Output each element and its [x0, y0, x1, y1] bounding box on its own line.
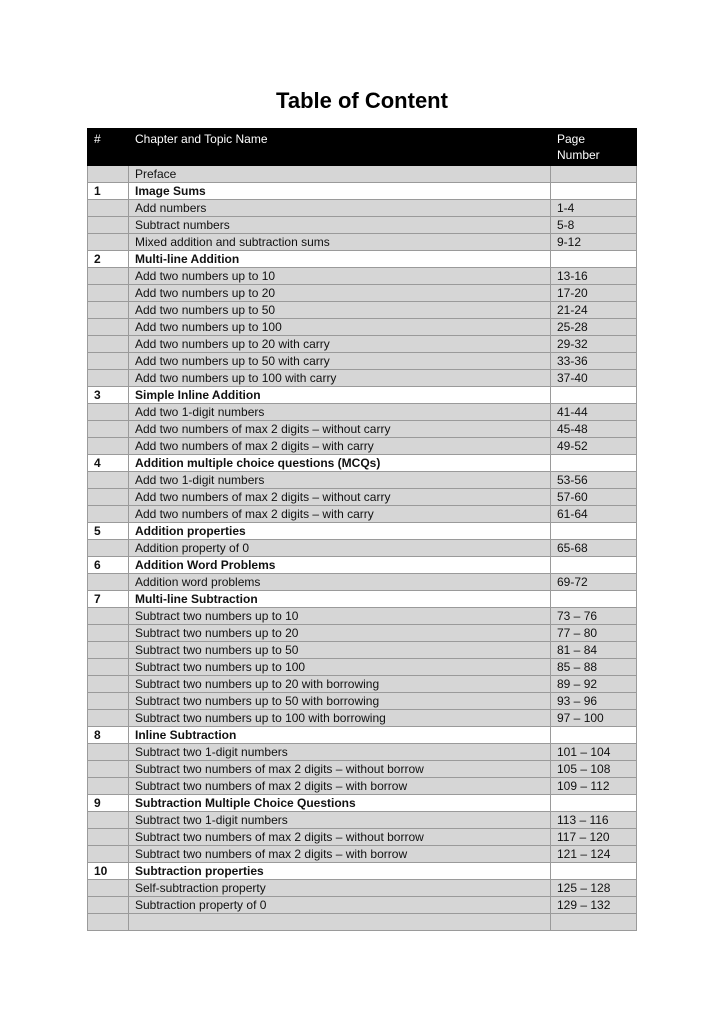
chapter-row: [88, 591, 637, 608]
page-number-cell: 109 – 112: [551, 778, 637, 795]
row-number-cell: [88, 285, 129, 302]
page-number-cell: 13-16: [551, 268, 637, 285]
row-number-cell: [88, 846, 129, 863]
chapter-title-cell: Addition properties: [129, 523, 551, 540]
page-number-cell: 129 – 132: [551, 897, 637, 914]
page-number-cell: [551, 591, 637, 608]
page-title: Table of Content: [276, 88, 448, 113]
topic-name-cell: Subtract two numbers up to 10: [129, 608, 551, 625]
table-row: [88, 897, 637, 914]
page-number-cell: 117 – 120: [551, 829, 637, 846]
table-row: [88, 166, 637, 183]
topic-name-cell: Subtract two numbers of max 2 digits – without borrow: [129, 761, 551, 778]
page-number-cell: 89 – 92: [551, 676, 637, 693]
topic-name-cell: Add two numbers up to 20: [129, 285, 551, 302]
table-row: [88, 642, 637, 659]
row-number-cell: [88, 914, 129, 931]
chapter-title-cell: Multi-line Addition: [129, 251, 551, 268]
topic-name-cell: Subtract two numbers up to 20 with borrowing: [129, 676, 551, 693]
table-row: [88, 353, 637, 370]
table-row: [88, 710, 637, 727]
row-number-cell: 4: [88, 455, 129, 472]
topic-name-cell: [129, 914, 551, 931]
row-number-cell: [88, 353, 129, 370]
table-body: [88, 166, 637, 931]
row-number-cell: [88, 897, 129, 914]
page-number-cell: 45-48: [551, 421, 637, 438]
page-number-cell: [551, 914, 637, 931]
row-number-cell: [88, 829, 129, 846]
page-number-cell: 93 – 96: [551, 693, 637, 710]
topic-name-cell: Subtract two numbers up to 50: [129, 642, 551, 659]
header-page-number: Page Number: [551, 129, 637, 166]
topic-name-cell: Subtract two 1-digit numbers: [129, 812, 551, 829]
row-number-cell: 9: [88, 795, 129, 812]
table-row: [88, 744, 637, 761]
page-number-cell: 77 – 80: [551, 625, 637, 642]
table-row: [88, 421, 637, 438]
topic-name-cell: Subtract two numbers up to 50 with borrowing: [129, 693, 551, 710]
table-row: [88, 846, 637, 863]
topic-name-cell: Add two numbers up to 10: [129, 268, 551, 285]
row-number-cell: [88, 472, 129, 489]
table-row: [88, 319, 637, 336]
table-row: [88, 506, 637, 523]
page-number-cell: [551, 795, 637, 812]
page-number-cell: 25-28: [551, 319, 637, 336]
topic-name-cell: Subtract two 1-digit numbers: [129, 744, 551, 761]
header-topic: Chapter and Topic Name: [129, 129, 551, 166]
topic-name-cell: Add two 1-digit numbers: [129, 472, 551, 489]
chapter-row: [88, 387, 637, 404]
table-row: [88, 608, 637, 625]
table-row: [88, 625, 637, 642]
chapter-title-cell: Subtraction properties: [129, 863, 551, 880]
table-row: [88, 761, 637, 778]
row-number-cell: [88, 217, 129, 234]
row-number-cell: [88, 506, 129, 523]
table-row: [88, 676, 637, 693]
row-number-cell: [88, 625, 129, 642]
table-row: [88, 217, 637, 234]
table-row: [88, 234, 637, 251]
table-row: [88, 574, 637, 591]
row-number-cell: [88, 319, 129, 336]
topic-name-cell: Add two 1-digit numbers: [129, 404, 551, 421]
table-row: [88, 489, 637, 506]
chapter-title-cell: Multi-line Subtraction: [129, 591, 551, 608]
topic-name-cell: Add two numbers of max 2 digits – without carry: [129, 421, 551, 438]
row-number-cell: 3: [88, 387, 129, 404]
table-row: [88, 472, 637, 489]
page-number-cell: 65-68: [551, 540, 637, 557]
topic-name-cell: Add two numbers of max 2 digits – without carry: [129, 489, 551, 506]
page-number-cell: 53-56: [551, 472, 637, 489]
chapter-row: [88, 863, 637, 880]
page-number-cell: 105 – 108: [551, 761, 637, 778]
page-number-cell: 17-20: [551, 285, 637, 302]
topic-name-cell: Add two numbers up to 20 with carry: [129, 336, 551, 353]
row-number-cell: 6: [88, 557, 129, 574]
page-number-cell: [551, 523, 637, 540]
row-number-cell: [88, 659, 129, 676]
row-number-cell: [88, 302, 129, 319]
row-number-cell: [88, 336, 129, 353]
topic-name-cell: Subtract two numbers of max 2 digits – with borrow: [129, 778, 551, 795]
row-number-cell: [88, 166, 129, 183]
row-number-cell: 8: [88, 727, 129, 744]
topic-name-cell: Add numbers: [129, 200, 551, 217]
row-number-cell: [88, 489, 129, 506]
page-number-cell: 125 – 128: [551, 880, 637, 897]
page-number-cell: [551, 557, 637, 574]
row-number-cell: [88, 744, 129, 761]
chapter-row: [88, 795, 637, 812]
row-number-cell: [88, 761, 129, 778]
page-number-cell: [551, 166, 637, 183]
page-number-cell: [551, 251, 637, 268]
table-row: [88, 778, 637, 795]
chapter-row: [88, 251, 637, 268]
page-number-cell: 5-8: [551, 217, 637, 234]
chapter-row: [88, 557, 637, 574]
row-number-cell: [88, 676, 129, 693]
topic-name-cell: Subtract numbers: [129, 217, 551, 234]
page-number-cell: 1-4: [551, 200, 637, 217]
page-number-cell: 69-72: [551, 574, 637, 591]
table-row: [88, 914, 637, 931]
topic-name-cell: Subtract two numbers up to 20: [129, 625, 551, 642]
page-number-cell: 41-44: [551, 404, 637, 421]
row-number-cell: [88, 608, 129, 625]
table-row: [88, 693, 637, 710]
page-number-cell: 73 – 76: [551, 608, 637, 625]
row-number-cell: [88, 642, 129, 659]
row-number-cell: 1: [88, 183, 129, 200]
chapter-title-cell: Inline Subtraction: [129, 727, 551, 744]
table-row: [88, 302, 637, 319]
table-row: [88, 404, 637, 421]
topic-name-cell: Add two numbers of max 2 digits – with carry: [129, 438, 551, 455]
table-row: [88, 438, 637, 455]
table-row: [88, 336, 637, 353]
topic-name-cell: Mixed addition and subtraction sums: [129, 234, 551, 251]
table-row: [88, 540, 637, 557]
row-number-cell: [88, 200, 129, 217]
page-number-cell: 21-24: [551, 302, 637, 319]
chapter-row: [88, 727, 637, 744]
topic-name-cell: Subtract two numbers up to 100: [129, 659, 551, 676]
row-number-cell: [88, 812, 129, 829]
row-number-cell: [88, 574, 129, 591]
chapter-row: [88, 455, 637, 472]
table-row: [88, 659, 637, 676]
topic-name-cell: Subtract two numbers up to 100 with borrowing: [129, 710, 551, 727]
table-row: [88, 880, 637, 897]
page-number-cell: [551, 863, 637, 880]
page-number-cell: 57-60: [551, 489, 637, 506]
topic-name-cell: Add two numbers up to 50 with carry: [129, 353, 551, 370]
row-number-cell: [88, 693, 129, 710]
row-number-cell: 2: [88, 251, 129, 268]
row-number-cell: [88, 540, 129, 557]
chapter-title-cell: Addition multiple choice questions (MCQs): [129, 455, 551, 472]
page-number-cell: 101 – 104: [551, 744, 637, 761]
row-number-cell: [88, 404, 129, 421]
page-number-cell: 33-36: [551, 353, 637, 370]
page-number-cell: 61-64: [551, 506, 637, 523]
row-number-cell: [88, 438, 129, 455]
topic-name-cell: Add two numbers up to 100: [129, 319, 551, 336]
row-number-cell: [88, 778, 129, 795]
row-number-cell: [88, 370, 129, 387]
row-number-cell: [88, 710, 129, 727]
row-number-cell: [88, 421, 129, 438]
row-number-cell: 7: [88, 591, 129, 608]
page-number-cell: 97 – 100: [551, 710, 637, 727]
chapter-title-cell: Subtraction Multiple Choice Questions: [129, 795, 551, 812]
topic-name-cell: Add two numbers of max 2 digits – with carry: [129, 506, 551, 523]
row-number-cell: 10: [88, 863, 129, 880]
table-row: [88, 285, 637, 302]
page-number-cell: 81 – 84: [551, 642, 637, 659]
page-number-cell: 113 – 116: [551, 812, 637, 829]
chapter-title-cell: Image Sums: [129, 183, 551, 200]
chapter-title-cell: Simple Inline Addition: [129, 387, 551, 404]
topic-name-cell: Subtract two numbers of max 2 digits – without borrow: [129, 829, 551, 846]
row-number-cell: 5: [88, 523, 129, 540]
page-number-cell: 9-12: [551, 234, 637, 251]
table-row: [88, 268, 637, 285]
table-row: [88, 370, 637, 387]
topic-name-cell: Addition word problems: [129, 574, 551, 591]
page-number-cell: 49-52: [551, 438, 637, 455]
page-number-cell: [551, 387, 637, 404]
table-header-row: [88, 129, 637, 166]
header-number: #: [88, 129, 129, 166]
page-number-cell: [551, 183, 637, 200]
chapter-row: [88, 183, 637, 200]
topic-name-cell: Add two numbers up to 100 with carry: [129, 370, 551, 387]
chapter-title-cell: Addition Word Problems: [129, 557, 551, 574]
page-number-cell: 85 – 88: [551, 659, 637, 676]
topic-name-cell: Add two numbers up to 50: [129, 302, 551, 319]
page-number-cell: 37-40: [551, 370, 637, 387]
table-of-contents: [87, 128, 637, 931]
page-number-cell: [551, 727, 637, 744]
table-row: [88, 200, 637, 217]
topic-name-cell: Preface: [129, 166, 551, 183]
table-row: [88, 812, 637, 829]
row-number-cell: [88, 234, 129, 251]
row-number-cell: [88, 268, 129, 285]
topic-name-cell: Subtract two numbers of max 2 digits – with borrow: [129, 846, 551, 863]
page-number-cell: 29-32: [551, 336, 637, 353]
page-number-cell: [551, 455, 637, 472]
row-number-cell: [88, 880, 129, 897]
topic-name-cell: Subtraction property of 0: [129, 897, 551, 914]
chapter-row: [88, 523, 637, 540]
table-row: [88, 829, 637, 846]
page-number-cell: 121 – 124: [551, 846, 637, 863]
topic-name-cell: Self-subtraction property: [129, 880, 551, 897]
topic-name-cell: Addition property of 0: [129, 540, 551, 557]
